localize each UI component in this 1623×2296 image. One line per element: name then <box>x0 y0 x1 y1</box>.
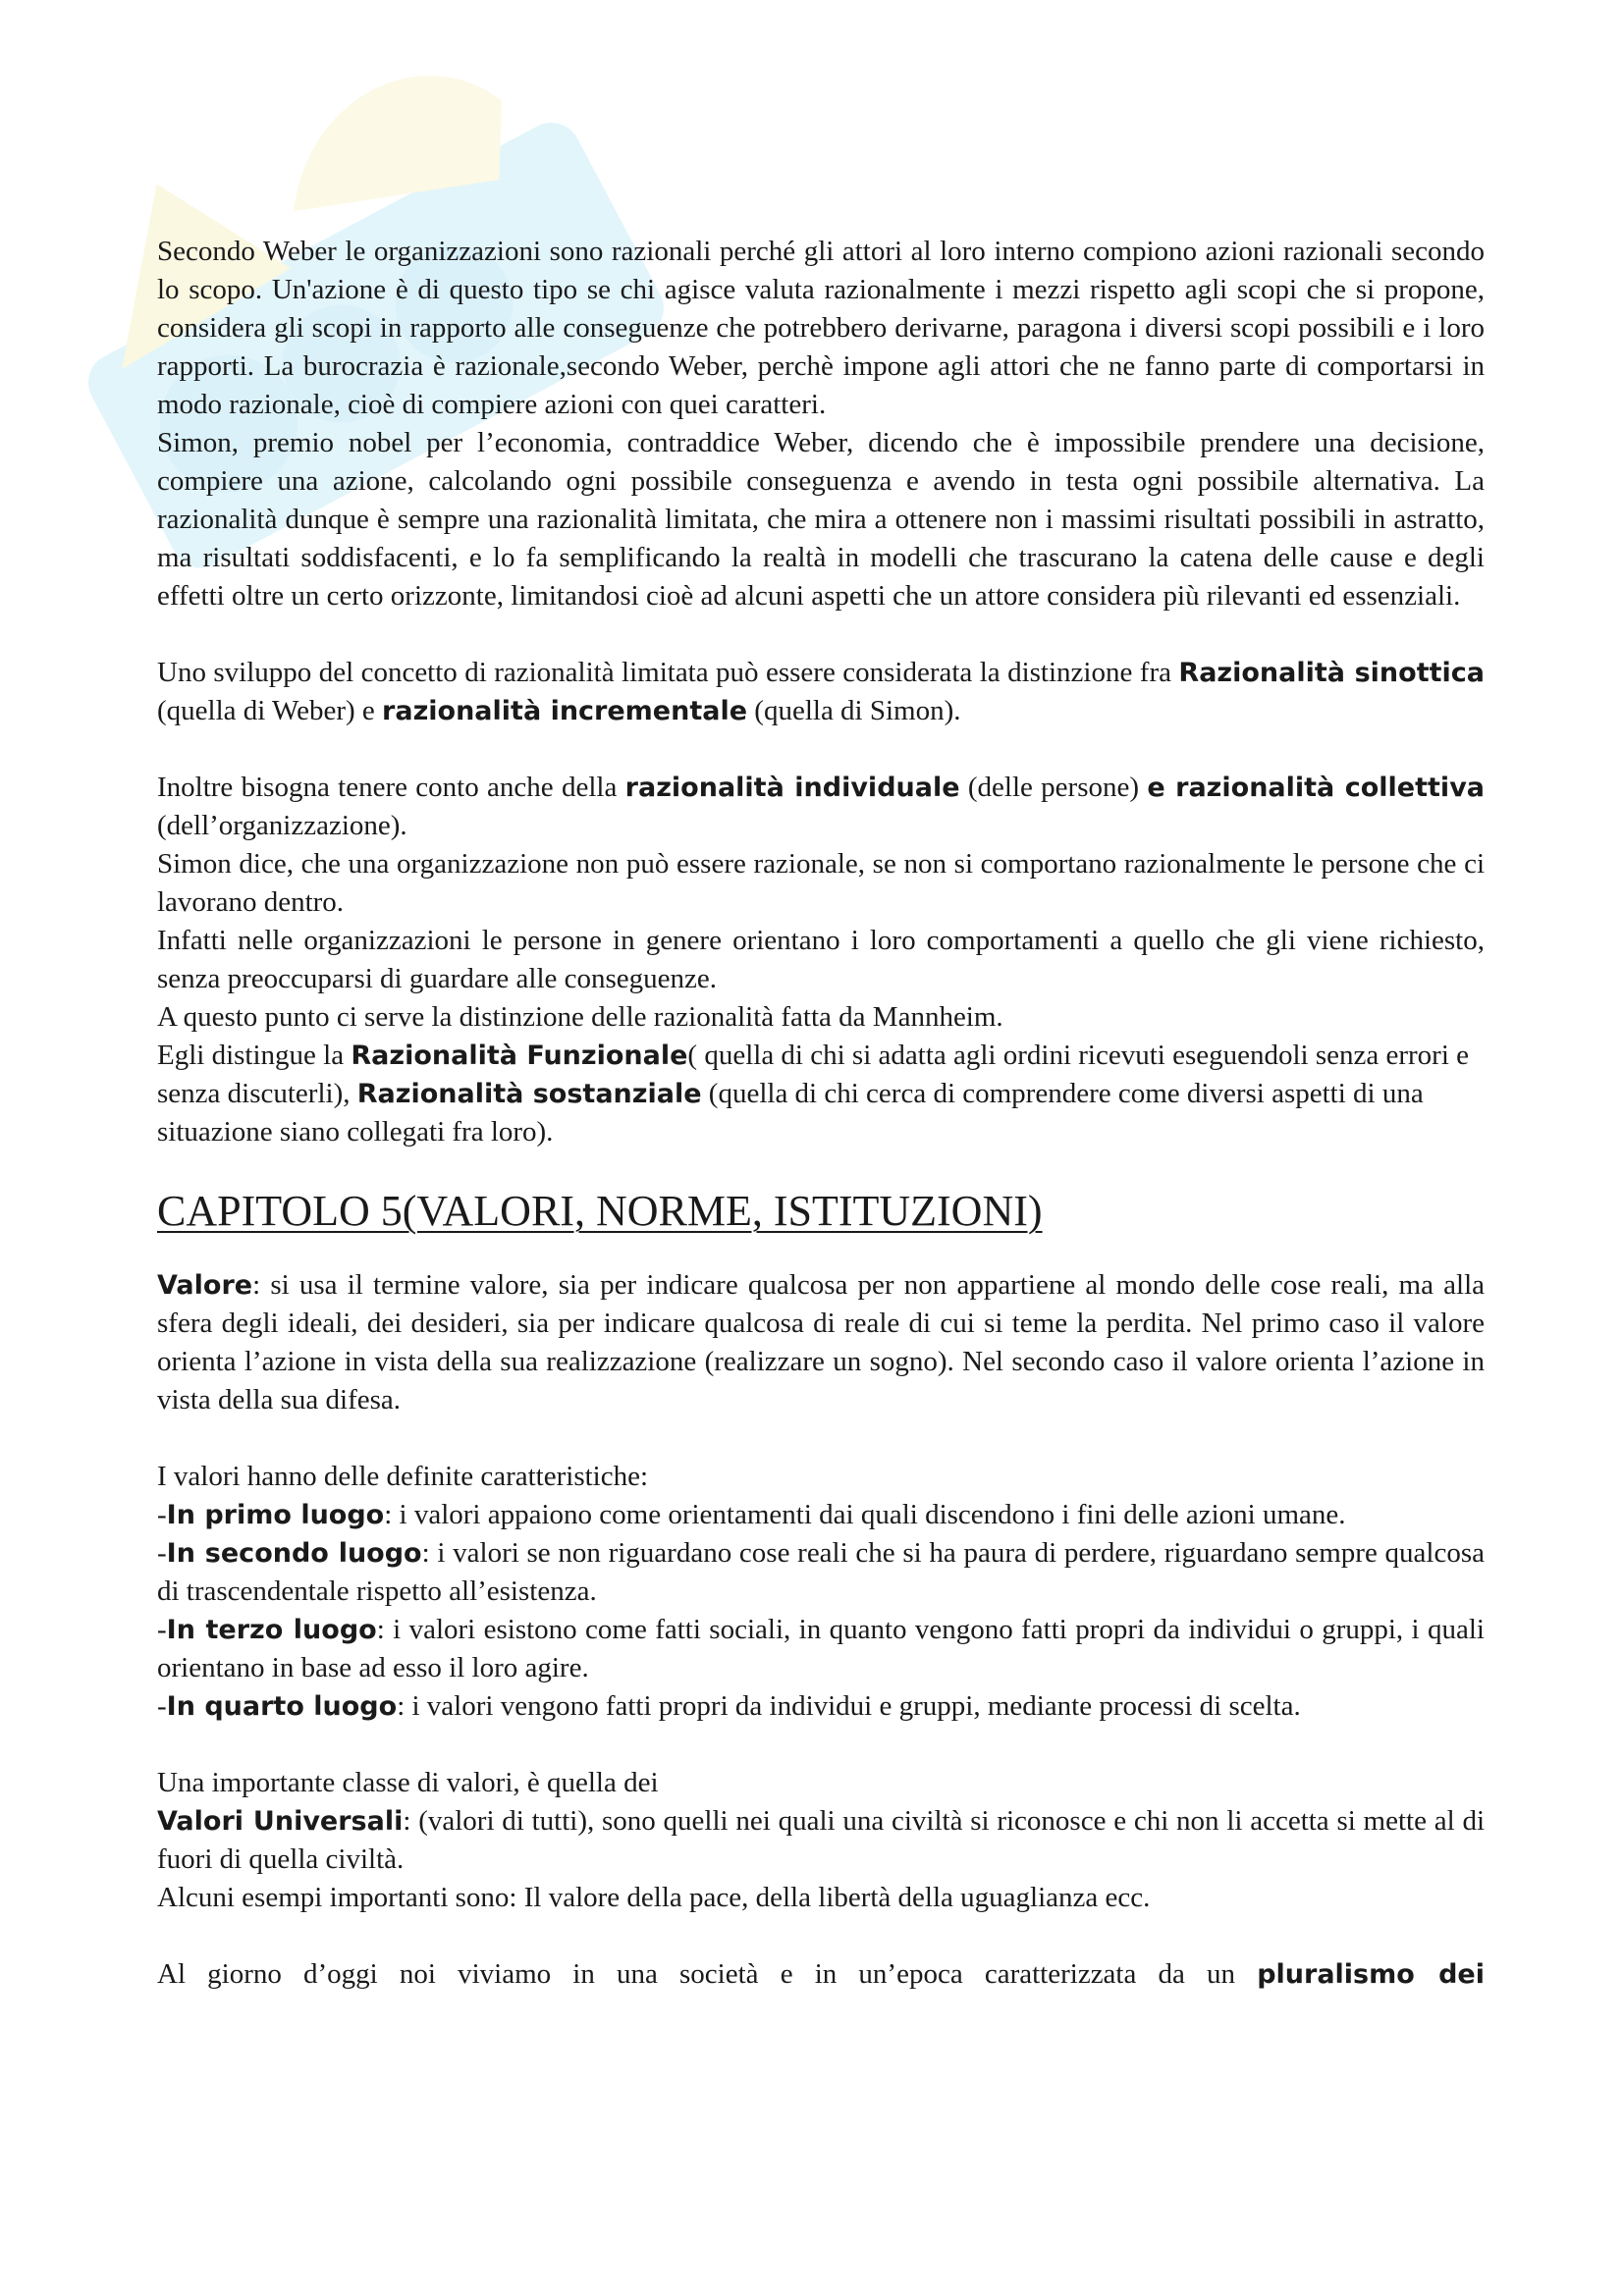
paragraph-universali <box>157 1802 1485 1879</box>
bold-term: razionalità incrementale <box>382 696 748 726</box>
paragraph-esempi: Alcuni esempi importanti sono: Il valore della pace, della libertà della uguaglianza ecc. <box>157 1882 1151 1913</box>
text-span: (delle persone) <box>959 772 1148 803</box>
list-item <box>157 1611 1485 1687</box>
document-page <box>157 233 1485 1994</box>
text-span: (quella di Weber) e <box>157 695 383 726</box>
bold-term: In secondo luogo <box>166 1538 422 1569</box>
paragraph-classe-valori: Una importante classe di valori, è quella dei <box>157 1767 659 1798</box>
bold-term: Razionalità Funzionale <box>351 1041 688 1071</box>
list-item <box>157 1496 1485 1534</box>
paragraph-weber: Secondo Weber le organizzazioni sono razionali perché gli attori al loro interno compiono azioni razionali secondo lo scopo. Un'azione è di questo tipo se chi agisce valuta razionalmente i mezzi rispetto agli scopi che si propone, considera gli scopi in rapporto alle conseguenze che potrebbero derivarne, paragona i diversi scopi possibili e i loro rapporti. La burocrazia è razionale,secondo Weber, perchè impone agli attori che ne fanno parte di comportarsi in modo razionale, cioè di compiere azioni con quei caratteri. <box>157 236 1485 420</box>
text-span: : i valori vengono fatti propri da individui e gruppi, mediante processi di scelta. <box>397 1690 1301 1722</box>
text-span: : (valori di tutti), sono quelli nei quali una civiltà si riconosce e chi non li accetta si mette al di fuori di quella civiltà. <box>157 1805 1486 1875</box>
list-item <box>157 1687 1485 1726</box>
text-span: (dell’organizzazione). <box>157 810 407 841</box>
paragraph-mannheim: A questo punto ci serve la distinzione delle razionalità fatta da Mannheim. <box>157 1001 1003 1033</box>
paragraph-simon-dice: Simon dice, che una organizzazione non può essere razionale, se non si comportano razionalmente le persone che ci lavorano dentro. <box>157 848 1485 918</box>
text-span: : i valori se non riguardano cose reali che si ha paura di perdere, riguardano sempre qualcosa di trascendentale rispetto all’esistenza. <box>157 1537 1485 1607</box>
text-span: (quella di chi cerca di comprendere come diversi aspetti di una situazione siano collegati fra loro). <box>157 1078 1424 1148</box>
text-span: : si usa il termine valore, sia per indicare qualcosa per non appartiene al mondo delle cose reali, ma alla sfera degli ideali, dei desideri, sia per indicare qualcosa di reale di cui si teme la perdita. Nel primo caso il valore orienta l’azione in vista della sua realizzazione (realizzare un sogno). Nel secondo caso il valore orienta l’azione in vista della sua difesa. <box>157 1269 1485 1415</box>
bold-term: e razionalità collettiva <box>1147 773 1486 803</box>
bold-term: Razionalità sostanziale <box>356 1079 702 1109</box>
text-span: Al giorno d’oggi noi viviamo in una società e in un’epoca caratterizzata da un <box>157 1958 1258 1990</box>
text-span: ( quella di chi si adatta agli ordini ricevuti eseguendoli senza errori e senza discuterli), <box>157 1040 1470 1109</box>
bold-term: Valore <box>157 1270 253 1301</box>
text-span: : i valori appaiono come orientamenti dai quali discendono i fini delle azioni umane. <box>384 1499 1346 1530</box>
dash: - <box>157 1537 167 1569</box>
paragraph-caratteristiche: I valori hanno delle definite caratteristiche: <box>157 1461 649 1492</box>
paragraph-valore <box>157 1266 1485 1419</box>
bold-term: In quarto luogo <box>166 1691 398 1722</box>
paragraph-sinottica <box>157 654 1485 730</box>
paragraph-simon: Simon, premio nobel per l’economia, contraddice Weber, dicendo che è impossibile prendere una decisione, compiere una azione, calcolando ogni possibile conseguenza e avendo in testa ogni possibile alternativa. La razionalità dunque è sempre una razionalità limitata, che mira a ottenere non i massimi risultati possibili in astratto, ma risultati soddisfacenti, e lo fa semplificando la realtà in modelli che trascurano la catena delle cause e degli effetti oltre un certo orizzonte, limitandosi cioè ad alcuni aspetti che un attore considera più rilevanti ed essenziali. <box>157 427 1485 612</box>
list-item <box>157 1534 1485 1611</box>
dash: - <box>157 1614 167 1645</box>
bold-term: In terzo luogo <box>166 1615 377 1645</box>
bold-term: razionalità individuale <box>624 773 960 803</box>
text-span: (quella di Simon). <box>747 695 961 726</box>
paragraph-infatti: Infatti nelle organizzazioni le persone in genere orientano i loro comportamenti a quello che gli viene richiesto, senza preoccuparsi di guardare alle conseguenze. <box>157 925 1485 994</box>
bold-term: In primo luogo <box>166 1500 385 1530</box>
text-span: Uno sviluppo del concetto di razionalità limitata può essere considerata la distinzione fra <box>157 657 1179 688</box>
bold-term: pluralismo dei <box>1257 1959 1486 1990</box>
text-span: Inoltre bisogna tenere conto anche della <box>157 772 625 803</box>
chapter-heading: CAPITOLO 5(VALORI, NORME, ISTITUZIONI) <box>157 1187 1043 1235</box>
text-span: Egli distingue la <box>157 1040 352 1071</box>
bold-term: Valori Universali <box>157 1806 404 1837</box>
bold-term: Razionalità sinottica <box>1178 658 1485 688</box>
paragraph-pluralismo <box>157 1955 1485 1994</box>
paragraph-individuale <box>157 769 1485 845</box>
paragraph-funzionale <box>157 1037 1485 1151</box>
dash: - <box>157 1499 167 1530</box>
dash: - <box>157 1690 167 1722</box>
text-span: : i valori esistono come fatti sociali, in quanto vengono fatti propri da individui o gruppi, i quali orientano in base ad esso il loro agire. <box>157 1614 1485 1683</box>
